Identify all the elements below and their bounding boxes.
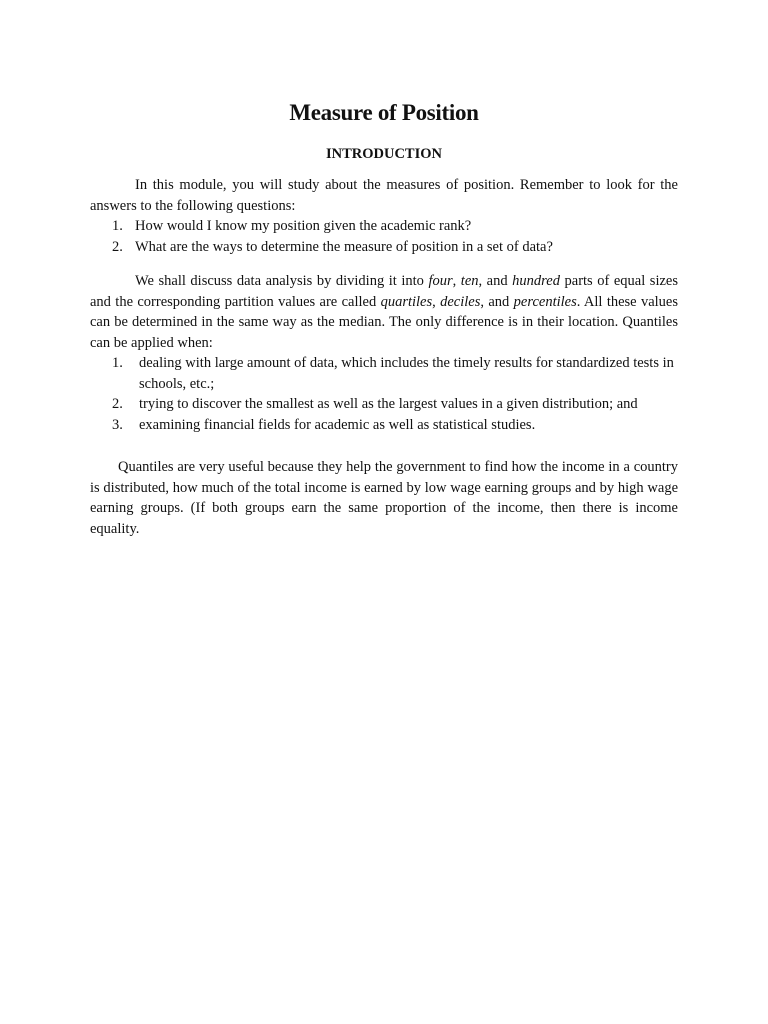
income-section [90,457,678,539]
emphasis-four: four [428,273,453,289]
income-paragraph: Quantiles are very useful because they help the government to find how the income in a country is distributed, how much of the total income is earned by low wage earning groups and by high wage earning groups. (If both groups earn the same proportion of the income, then there is income equality. [90,459,678,537]
list-item [90,415,678,436]
list-item-text: trying to discover the smallest as well as the largest values in a given distribution; and [139,396,638,412]
list-item [90,237,678,258]
section-heading: INTRODUCTION [325,146,442,162]
emphasis-ten: ten [460,273,479,289]
list-item [90,216,678,237]
text-run: We shall discuss data analysis by dividing it into [135,273,429,289]
list-number: 3. [112,416,123,433]
list-number: 1. [112,355,123,371]
questions-list [90,216,678,257]
text-run: . All these values can be determined in the same way as the median. The only difference is in their location. Quantiles can be applied when: [90,293,679,351]
page-title: Measure of Position [289,100,479,125]
quantiles-paragraph [90,271,678,353]
list-item-text: What are the ways to determine the measure of position in a set of data? [135,238,553,255]
text-run: , [432,293,441,310]
list-item-text: dealing with large amount of data, which includes the timely results for standardized tests in schools, etc.; [139,355,674,392]
emphasis-hundred: hundred [512,273,560,289]
emphasis-percentiles: percentiles [513,293,577,310]
intro-section [90,175,678,257]
list-item-text: How would I know my position given the academic rank? [135,218,472,234]
emphasis-quartiles: quartiles [380,293,433,310]
text-run: , [452,273,461,289]
text-run: , and [480,293,514,310]
list-number: 2. [112,238,123,255]
list-item-text: examining financial fields for academic as well as statistical studies. [139,416,536,433]
intro-paragraph: In this module, you will study about the measures of position. Remember to look for the answers to the following questions: [90,177,678,214]
quantiles-section [90,271,678,435]
list-item [90,394,678,415]
applications-list [90,353,678,435]
text-run: , and [478,273,513,289]
list-number: 1. [112,218,123,234]
list-item [90,353,678,394]
list-number: 2. [112,396,123,412]
emphasis-deciles: deciles [440,293,481,310]
text-run: parts of equal sizes and the corresponding partition values are called [90,273,678,310]
